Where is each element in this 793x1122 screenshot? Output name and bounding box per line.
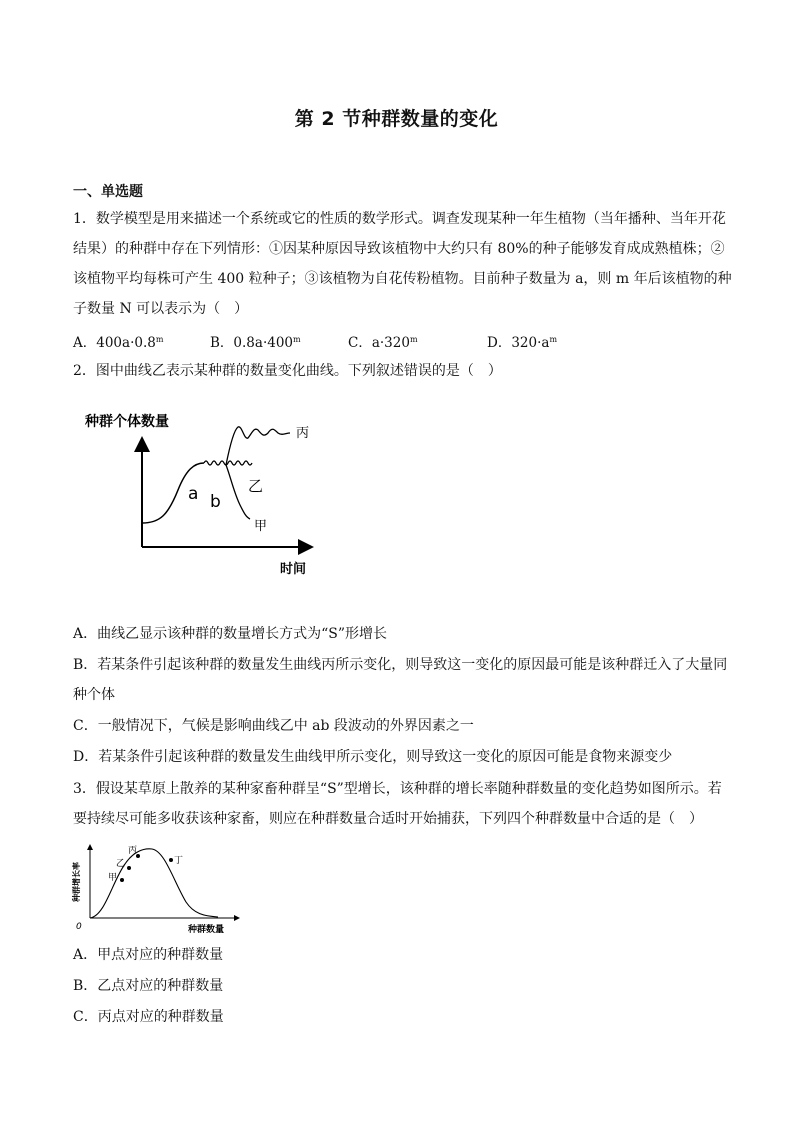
curve-yi-wave [204,461,252,465]
q2-option-b-cont: 种个体 [73,687,115,703]
q3-xlabel: 种群数量 [188,925,225,935]
q1-option-b[interactable]: B．$0.8a\cdot 400^m$ [210,335,301,351]
label-point-ding: 丁 [174,856,184,866]
label-b: b [210,492,221,512]
q3-growth-rate-figure [70,842,245,937]
q3-option-a[interactable]: A．甲点对应的种群数量 [73,947,224,963]
q3-option-b[interactable]: B．乙点对应的种群数量 [73,978,224,994]
q2-option-a[interactable]: A．曲线乙显示该种群的数量增长方式为“S”形增长 [73,626,388,642]
q2-option-d[interactable]: D．若某条件引起该种群的数量发生曲线甲所示变化，则导致这一变化的原因可能是食物来源变少 [73,749,673,765]
q1-option-a[interactable]: A．$400a\cdot 0.8^m$ [73,335,164,351]
q3-line-1: 3．假设某草原上散养的某种家畜种群呈“S”型增长，该种群的增长率随种群数量的变化趋势如图所示。若 [73,781,722,797]
point-ding[interactable] [169,858,173,862]
label-a: a [188,484,199,504]
q2-ylabel: 种群个体数量 [85,414,169,430]
q3-line-2: 要持续尽可能多收获该种家畜，则应在种群数量合适时开始捕获，下列四个种群数量中合适的是（ ） [73,811,703,827]
label-point-bing: 丙 [128,846,138,856]
curve-bing [226,427,290,465]
q2-option-b[interactable]: B．若某条件引起该种群的数量发生曲线丙所示变化，则导致这一变化的原因最可能是该种群迁入了大量同 [73,657,728,673]
label-point-jia: 甲 [108,873,118,883]
page-title: 第 2 节种群数量的变化 [294,108,499,130]
q1-line-2: 结果）的种群中存在下列情形：①因某种原因导致该植物中大约只有 80%的种子能够发育成成熟植株；② [73,241,725,257]
point-yi[interactable] [127,866,131,870]
q1-option-d[interactable]: D．$320\cdot a^m$ [487,335,558,351]
q2-option-c[interactable]: C．一般情况下，气候是影响曲线乙中 ab 段波动的外界因素之一 [73,718,474,734]
q2-stem: 2．图中曲线乙表示某种群的数量变化曲线。下列叙述错误的是（ ） [73,363,502,379]
point-jia[interactable] [120,878,124,882]
section-heading: 一、单选题 [73,184,143,200]
growth-curve [90,849,218,918]
q2-population-figure [80,405,330,580]
q3-option-c[interactable]: C．丙点对应的种群数量 [73,1009,224,1025]
q1-line-4: 子数量 N 可以表示为（ ） [73,301,249,317]
q2-xlabel: 时间 [280,562,307,577]
label-yi: 乙 [248,477,264,495]
q1-option-c[interactable]: C．$a\cdot 320^m$ [348,335,418,351]
q3-ylabel: 种群增长率 [72,862,81,902]
label-jia: 甲 [254,519,268,534]
q1-line-3: 该植物平均每株可产生 400 粒种子；③该植物为自花传粉植物。目前种子数量为 a，则 m 年后该植物的种 [73,271,732,287]
curve-jia [226,465,250,519]
label-point-yi: 乙 [116,859,126,869]
q1-line-1: 1．数学模型是用来描述一个系统或它的性质的数学形式。调查发现某种一年生植物（当年播种、当年开花 [73,211,726,227]
q3-origin: 0 [76,922,82,932]
label-bing: 丙 [296,426,310,441]
